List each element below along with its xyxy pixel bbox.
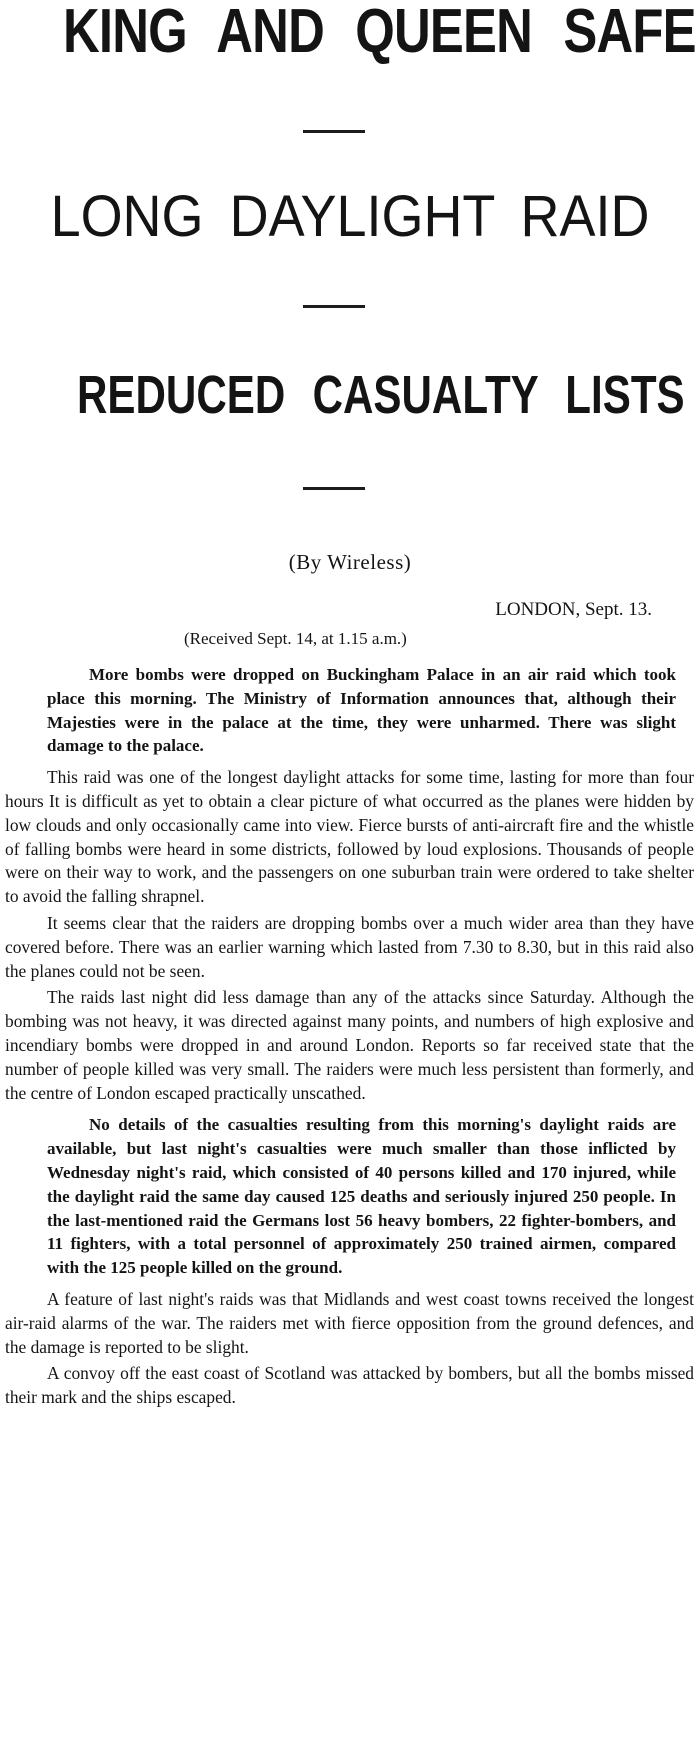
headline-primary: KING AND QUEEN SAFE bbox=[63, 0, 696, 66]
article-body bbox=[5, 663, 694, 1413]
dateline: LONDON, Sept. 13. bbox=[495, 599, 652, 620]
wire-source: (By Wireless) bbox=[288, 550, 412, 574]
headline-divider bbox=[303, 487, 365, 490]
received-note: (Received Sept. 14, at 1.15 a.m.) bbox=[184, 629, 407, 648]
article-paragraph: It seems clear that the raiders are dropping bombs over a much wider area than they have covered before. There was an earlier warning which lasted from 7.30 to 8.30, but in this raid also the planes could not be seen. bbox=[5, 912, 694, 981]
headline-divider bbox=[303, 305, 365, 308]
headline-tertiary: REDUCED CASUALTY LISTS bbox=[77, 365, 685, 425]
casualty-paragraph: No details of the casualties resulting from this morning's daylight raids are available, but last night's casualties were much smaller than those inflicted by Wednesday night's raid, which consisted of 40 persons killed and 170 injured, while the daylight raid the same day caused 125 deaths and seriously injured 250 people. In the last-mentioned raid the Germans lost 56 heavy bombers, 22 fighter-bombers, and 11 fighters, with a total personnel of approximately 250 trained airmen, compared with the 125 people killed on the ground. bbox=[47, 1115, 676, 1278]
article-paragraph: This raid was one of the longest daylight attacks for some time, lasting for more than four hours It is difficult as yet to obtain a clear picture of what occurred as the planes were hidden by low clouds and only occasionally came into view. Fierce bursts of anti-aircraft fire and the whistle of falling bombs were heard in some districts, followed by loud explosions. Thousands of people were on their way to work, and the passengers on one suburban train were ordered to take shelter to avoid the falling shrapnel. bbox=[5, 767, 694, 907]
article-paragraph: A convoy off the east coast of Scotland was attacked by bombers, but all the bombs missed their mark and the ships escaped. bbox=[5, 1363, 694, 1408]
headline-secondary: LONG DAYLIGHT RAID bbox=[50, 184, 650, 249]
article-paragraph: The raids last night did less damage than any of the attacks since Saturday. Although the bombing was not heavy, it was directed against many points, and numbers of high explosive and incendiary bombs were dropped in and around London. Reports so far received state that the number of people killed was very small. The raiders were much less persistent than formerly, and the centre of London escaped practically unscathed. bbox=[5, 987, 694, 1103]
lead-paragraph: More bombs were dropped on Buckingham Palace in an air raid which took place this morning. The Ministry of Information announces that, although their Majesties were in the palace at the time, they were unharmed. There was slight damage to the palace. bbox=[47, 665, 676, 756]
article-paragraph: A feature of last night's raids was that Midlands and west coast towns received the longest air-raid alarms of the war. The raiders met with fierce opposition from the ground defences, and the damage is reported to be slight. bbox=[5, 1288, 694, 1357]
headline-divider bbox=[303, 130, 365, 133]
